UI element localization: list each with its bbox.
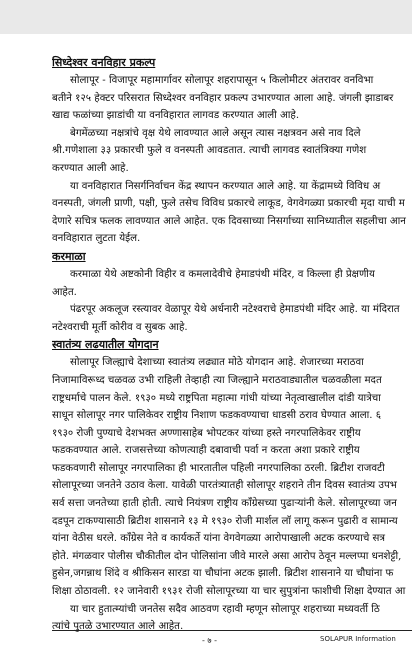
- paragraph-line: शिक्षा ठोठावली. १२ जानेवारी १९३१ रोजी सोलापूरच्या या चार सुपुत्रांना फाशीची शिक्षा देण्यात आ: [52, 586, 406, 598]
- paragraph-line: होते. मंगळवार पोलीस चौकीतील दोन पोलिसांना जीवे मारले असा आरोप ठेवून मल्लप्पा धनशेट्टी,: [52, 550, 402, 562]
- paragraph-line: करमाळा येथे अष्टकोनी विहीर व कमलादेवीचे हेमाडपंथी मंदिर, व किल्ला ही प्रेक्षणीय: [70, 268, 375, 280]
- page-number: - ७ -: [202, 636, 218, 645]
- paragraph-line: सर्व सत्ता जनतेच्या हाती होती. त्याचे नियंत्रण राष्ट्रीय काँग्रेसच्या पुढाऱ्यांनी केले. सोलापूरच्या जन: [52, 498, 397, 510]
- paragraph-line: दडपून टाकण्यासाठी ब्रिटीश शासनाने १३ मे १९३० रोजी मार्शल लॉ लागू करून पुढारी व सामान्य: [52, 515, 398, 527]
- footer-rule: [52, 630, 412, 631]
- paragraph-line: वनविहारात लुटता येईल.: [52, 233, 141, 245]
- paragraph-line: यांना वेठीस धरले. काँग्रेस नेते व कार्यकर्ते यांना वेगवेगळ्या आरोपाखाली अटक करण्याचे सत्र: [52, 533, 386, 545]
- paragraph-line: हुसेन,जगन्नाथ शिंदे व श्रीकिसन सारडा या चौघांना अटक झाली. ब्रिटीश शासनाने या चौघांना फ: [52, 568, 394, 580]
- paragraph-line: सोलापूरच्या जनतेने उठाव केला. यावेळी पारतंत्र्यातही सोलापूर शहराने तीन दिवस स्वातंत्र्य उपभ: [52, 480, 397, 492]
- document-page: [18, 34, 412, 645]
- paragraph-line: १९३० रोजी पुण्याचे देशभक्त अण्णासाहेब भोपटकर यांच्या हस्ते नगरपालिकेवर राष्ट्रीय: [52, 427, 361, 439]
- paragraph-line: आहेत.: [52, 286, 77, 298]
- paragraph-line: श्री.गणेशाला ३३ प्रकारची फुले व वनस्पती आवडतात. त्याची लागवड स्वातंत्रिक्या गणेश: [52, 145, 367, 157]
- page-content: [52, 54, 412, 636]
- paragraph-line: देणारे सचित्र फलक लावण्यात आले आहेत. एक दिवसाच्या निसर्गाच्या सानिध्यातील सहलीचा आन: [52, 215, 406, 227]
- paragraph-line: राष्ट्रधर्माचे पालन केले. १९३० मध्ये राष्ट्रपिता महात्मा गांधी यांच्या नेतृत्वाखालील दांडी यात्रेचा: [52, 392, 381, 404]
- paragraph-line: फडकवण्यात आले. राजसत्तेच्या कोणत्याही दबावाची पर्वा न करता अशा प्रकारे राष्ट्रीय: [52, 445, 360, 457]
- paragraph-line: सोलापूर जिल्ह्याचे देशाच्या स्वातंत्र्य लढ्यात मोठे योगदान आहे. शेजारच्या मराठवा: [70, 357, 364, 369]
- page-footer: [18, 630, 412, 650]
- paragraph-line: सोलापूर - विजापूर महामार्गावर सोलापूर शहरापासून ५ किलोमीटर अंतरावर वनविभा: [70, 75, 374, 86]
- paragraph-line: निजामाविरूध्द चळवळ उभी राहिली तेव्हाही त्या जिल्ह्याने मराठवाड्यातील चळवळीला मदत: [52, 374, 382, 386]
- paragraph-line: या चार हुतात्म्यांची जनतेस सदैव आठवण रहावी म्हणून सोलापूर शहराच्या मध्यवर्ती ठि: [70, 603, 380, 615]
- paragraph-line: फडकवणारी सोलापूर नगरपालिका ही भारतातील पहिली नगरपालिका ठरली. ब्रिटीश राजवटी: [52, 462, 385, 474]
- footer-source: SOLAPUR Information: [320, 635, 396, 643]
- paragraph-line: बेगमेंळच्या नक्षत्रांचे वृक्ष येथे लावण्यात आले असून त्यास नक्षत्रवन असे नाव दिले: [70, 127, 361, 139]
- paragraph-line: नटेश्वराची मूर्ती कोरीव व सुबक आहे.: [52, 321, 188, 333]
- paragraph-line: खाद्य फळांच्या झाडांची या वनविहारात लागवड करण्यात आली आहे.: [52, 110, 300, 122]
- paragraph-line: साधून सोलापूर नगर पालिकेवर राष्ट्रीय निशाण फडकवण्याचा धाडसी ठराव घेण्यात आला. ६: [52, 410, 382, 422]
- paragraph-line: वनस्पती, जंगली प्राणी, पक्षी, फुले तसेच विविध प्रकारचे लाकूड, वेगवेगळ्या प्रकारची मृदा याची म: [52, 198, 405, 210]
- paragraph-line: त्यांचे पुतळे उभारण्यात आले आहेत.: [52, 621, 184, 633]
- paragraph-line: या वनविहारात निसर्गनिर्वाचन केंद्र स्थापन करण्यात आले आहे. या केंद्रामध्ये विविध अ: [70, 180, 381, 192]
- paragraph-line: बतीने १२५ हेक्टर परिसरात सिध्देश्वर वनविहार प्रकल्प उभारण्यात आला आहे. जंगली झाडाबर: [52, 92, 394, 104]
- section-heading: स्वातंत्र्य लढयातील योगदान: [52, 338, 159, 352]
- section-heading: सिध्देश्वर वनविहार प्रकल्प: [52, 56, 156, 69]
- paragraph-line: पंढरपूर अकलूज रस्त्यावर वेळापूर येथे अर्धनारी नटेश्वराचे हेमाडपंथी मंदिर आहे. या मंदिरात: [70, 304, 400, 316]
- section-heading: करमाळा: [52, 249, 86, 263]
- paragraph-line: करण्यात आली आहे.: [52, 162, 129, 174]
- viewer-top-bar: [0, 0, 412, 34]
